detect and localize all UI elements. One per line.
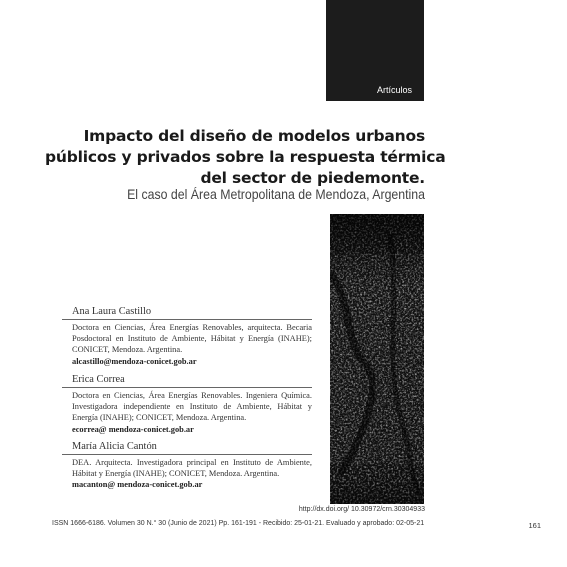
article-title (45, 126, 446, 189)
author-block (72, 374, 312, 435)
doi-link[interactable]: http://dx.doi.org/ 10.30972/crn.30304933 (298, 506, 425, 513)
satellite-thermal-image (330, 214, 424, 504)
section-label: Artículos (376, 85, 412, 95)
author-description: Doctora en Ciencias, Área Energías Renovables. Ingeniera Química. Investigadora independiente en Instituto de Ambiente, Hábitat y Energía (INAHE); CONICET, Mendoza. Argentina. (72, 391, 312, 423)
publication-footer: ISSN 1666-6186. Volumen 30 N.° 30 (Junio de 2021) Pp. 161-191 - Recibido: 25-01-21. Evaluado y aprobado: 02-05-21 (52, 520, 425, 527)
page-number: 161 (528, 521, 541, 530)
article-subtitle: El caso del Área Metropolitana de Mendoza, Argentina (127, 186, 426, 202)
author-name: Ana Laura Castillo (72, 306, 312, 320)
author-description: Doctora en Ciencias, Área Energías Renovables, arquitecta. Becaria Posdoctoral en Instituto de Ambiente, Hábitat y Energía (INAHE); CONICET, Mendoza. Argentina. (72, 323, 312, 355)
section-tab (326, 0, 424, 101)
title-line: públicos y privados sobre la respuesta térmica (45, 148, 446, 166)
author-name: Erica Correa (72, 374, 312, 388)
author-name: María Alicia Cantón (72, 441, 312, 455)
author-email[interactable]: ecorrea@ mendoza-conicet.gob.ar (72, 424, 194, 434)
title-line: Impacto del diseño de modelos urbanos (83, 127, 425, 145)
satellite-image-texture (330, 214, 424, 504)
author-block (72, 306, 312, 367)
title-line: del sector de piedemonte. (200, 169, 425, 187)
author-block (72, 441, 312, 491)
author-email[interactable]: macanton@ mendoza-conicet.gob.ar (72, 480, 203, 490)
author-description: DEA. Arquitecta. Investigadora principal en Instituto de Ambiente, Hábitat y Energía (INAHE); CONICET, Mendoza. Argentina. (72, 458, 312, 479)
author-email[interactable]: alcastillo@mendoza-conicet.gob.ar (72, 356, 197, 366)
